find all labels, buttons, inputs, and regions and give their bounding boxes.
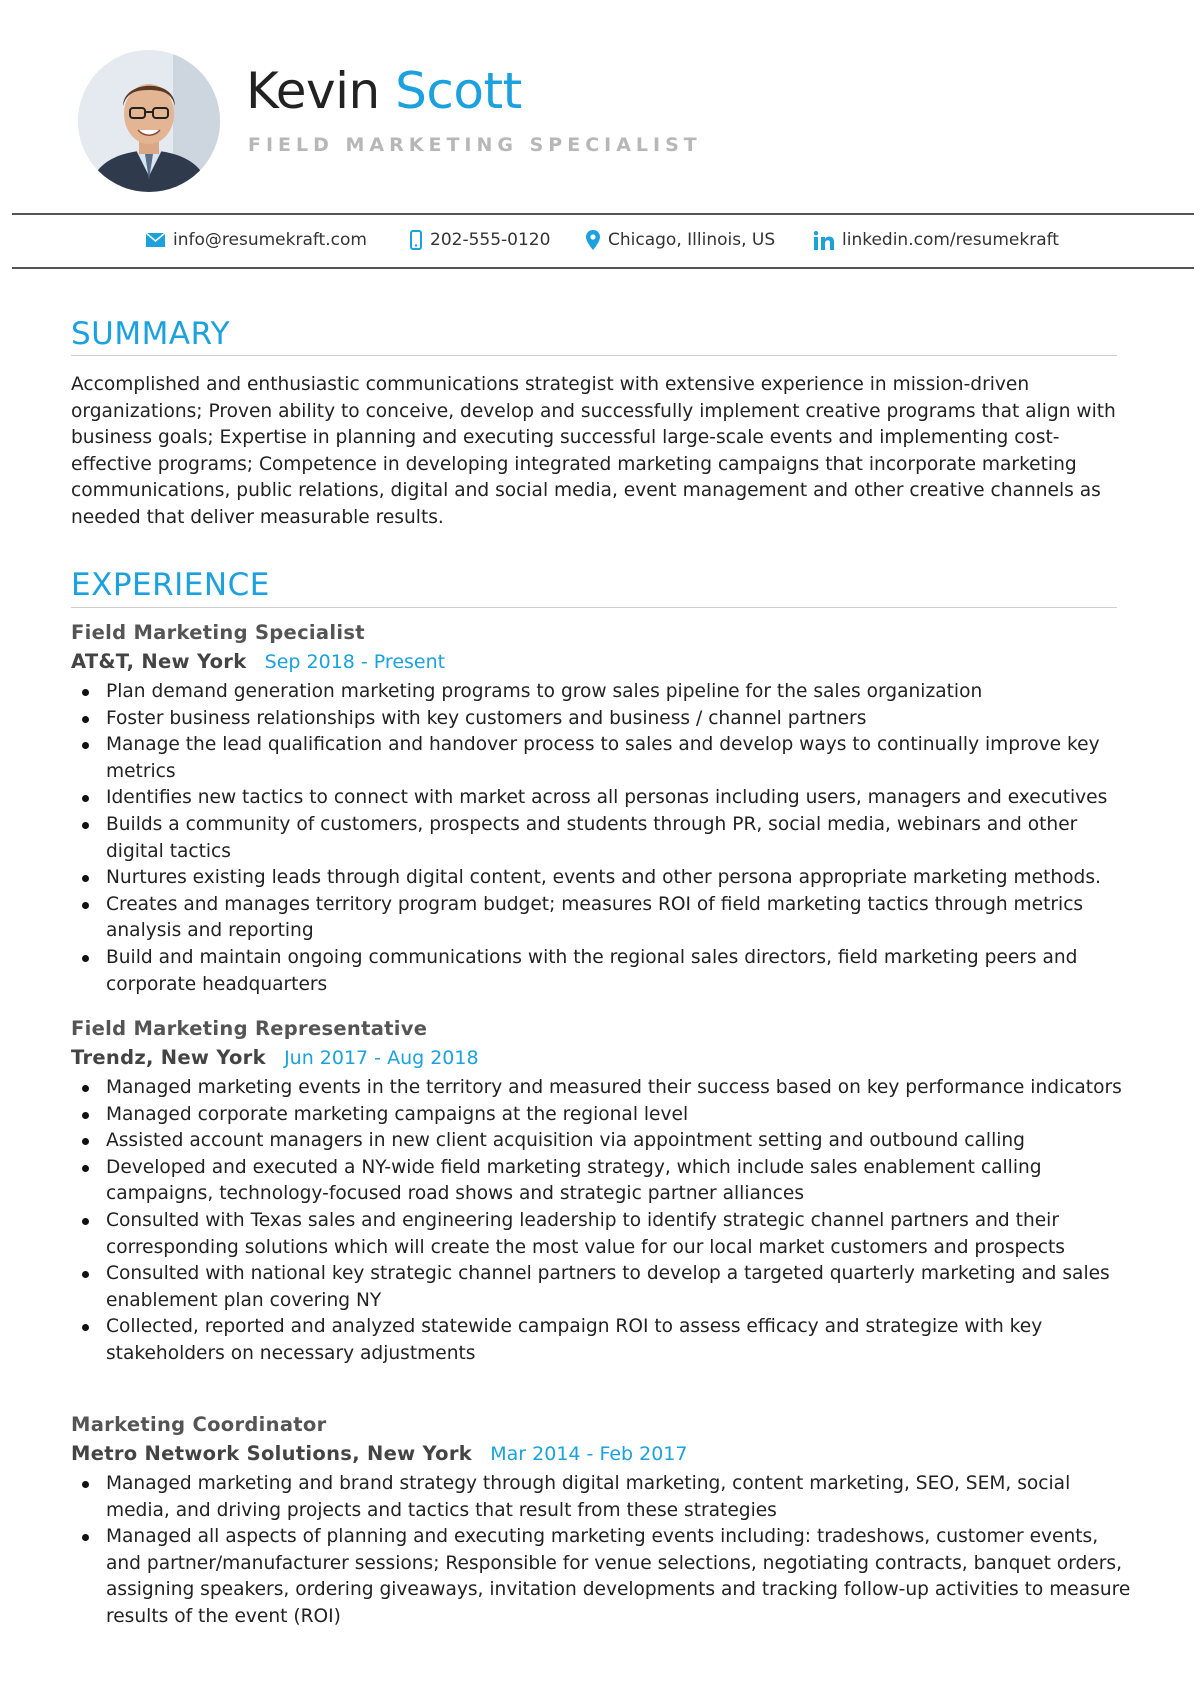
- summary-text: Accomplished and enthusiastic communications strategist with extensive experience in mission-driven organizations; Proven ability to conceive, develop and successfully implement creative programs that align with business goals; Expertise in planning and executing successful large-scale events and implementing cost-effective programs; Competence in developing integrated marketing campaigns that incorporate marketing communications, public relations, digital and social media, event management and other creative channels as needed that deliver measurable results.: [71, 374, 1116, 528]
- job-role: Marketing Coordinator: [71, 1413, 327, 1436]
- contact-phone[interactable]: [410, 230, 550, 250]
- job-company: Trendz, New York: [71, 1046, 266, 1069]
- list-item: Manage the lead qualification and handover process to sales and develop ways to continually improve key metrics: [106, 732, 1136, 785]
- job-company: AT&T, New York: [71, 650, 247, 673]
- mobile-phone-icon: [410, 230, 422, 250]
- list-item: Plan demand generation marketing programs to grow sales pipeline for the sales organization: [106, 679, 1136, 706]
- job-role: Field Marketing Representative: [71, 1017, 428, 1040]
- candidate-title: FIELD MARKETING SPECIALIST: [248, 134, 702, 156]
- job-bullet-list: [106, 1471, 1136, 1631]
- person-avatar-icon: [78, 50, 220, 192]
- job-dates: Jun 2017 - Aug 2018: [284, 1047, 479, 1069]
- job-company-line: [71, 650, 445, 673]
- experience-heading: EXPERIENCE: [71, 567, 270, 603]
- list-item: Developed and executed a NY-wide field marketing strategy, which include sales enablement calling campaigns, technology-focused road shows and strategic partner alliances: [106, 1155, 1136, 1208]
- list-item: Nurtures existing leads through digital content, events and other persona appropriate marketing methods.: [106, 865, 1136, 892]
- list-item: Collected, reported and analyzed statewide campaign ROI to assess efficacy and strategize with key stakeholders on necessary adjustments: [106, 1314, 1136, 1367]
- linkedin-text: linkedin.com/resumekraft: [842, 230, 1059, 250]
- email-text: info@resumekraft.com: [173, 230, 367, 250]
- list-item: Consulted with national key strategic channel partners to develop a targeted quarterly marketing and sales enablement plan covering NY: [106, 1261, 1136, 1314]
- list-item: Foster business relationships with key customers and business / channel partners: [106, 706, 1136, 733]
- job-dates: Sep 2018 - Present: [264, 651, 446, 673]
- profile-photo: [78, 50, 220, 192]
- job-company-line: [71, 1442, 687, 1465]
- list-item: Creates and manages territory program budget; measures ROI of field marketing tactics through metrics analysis and reporting: [106, 892, 1136, 945]
- list-item: Consulted with Texas sales and engineering leadership to identify strategic channel partners and their corresponding solutions which will create the most value for our local market customers and prospects: [106, 1208, 1136, 1261]
- contact-linkedin[interactable]: [814, 230, 1059, 250]
- job-bullet-list: [106, 1075, 1136, 1368]
- contact-bar: [12, 213, 1194, 269]
- list-item: Identifies new tactics to connect with market across all personas including users, managers and executives: [106, 785, 1136, 812]
- linkedin-icon: [814, 231, 834, 250]
- last-name: Scott: [395, 62, 522, 120]
- list-item: Managed all aspects of planning and executing marketing events including: tradeshows, customer events, and partner/manufacturer sessions; Responsible for venue selections, negotiating contracts, banquet orders, assigning speakers, ordering giveaways, invitation developments and tracking follow-up activities to measure results of the event (ROI): [106, 1524, 1136, 1630]
- list-item: Build and maintain ongoing communications with the regional sales directors, field marketing peers and corporate headquarters: [106, 945, 1136, 998]
- summary-heading: SUMMARY: [71, 316, 231, 352]
- candidate-name: [246, 64, 522, 119]
- list-item: Managed corporate marketing campaigns at the regional level: [106, 1102, 1136, 1129]
- phone-text: 202-555-0120: [430, 230, 551, 250]
- map-pin-icon: [586, 230, 600, 250]
- list-item: Assisted account managers in new client acquisition via appointment setting and outbound calling: [106, 1128, 1136, 1155]
- contact-location: [586, 230, 775, 250]
- list-item: Builds a community of customers, prospects and students through PR, social media, webinars and other digital tactics: [106, 812, 1136, 865]
- job-company-line: [71, 1046, 479, 1069]
- list-item: Managed marketing events in the territory and measured their success based on key performance indicators: [106, 1075, 1136, 1102]
- job-bullet-list: [106, 679, 1136, 998]
- location-text: Chicago, Illinois, US: [608, 230, 776, 250]
- job-company: Metro Network Solutions, New York: [71, 1442, 473, 1465]
- summary-divider: [71, 355, 1117, 356]
- experience-divider: [71, 607, 1117, 608]
- job-dates: Mar 2014 - Feb 2017: [490, 1443, 688, 1465]
- first-name: Kevin: [246, 62, 380, 120]
- job-role: Field Marketing Specialist: [71, 621, 365, 644]
- contact-email[interactable]: [146, 230, 367, 250]
- envelope-icon: [146, 233, 165, 247]
- list-item: Managed marketing and brand strategy through digital marketing, content marketing, SEO, SEM, social media, and driving projects and tactics that result from these strategies: [106, 1471, 1136, 1524]
